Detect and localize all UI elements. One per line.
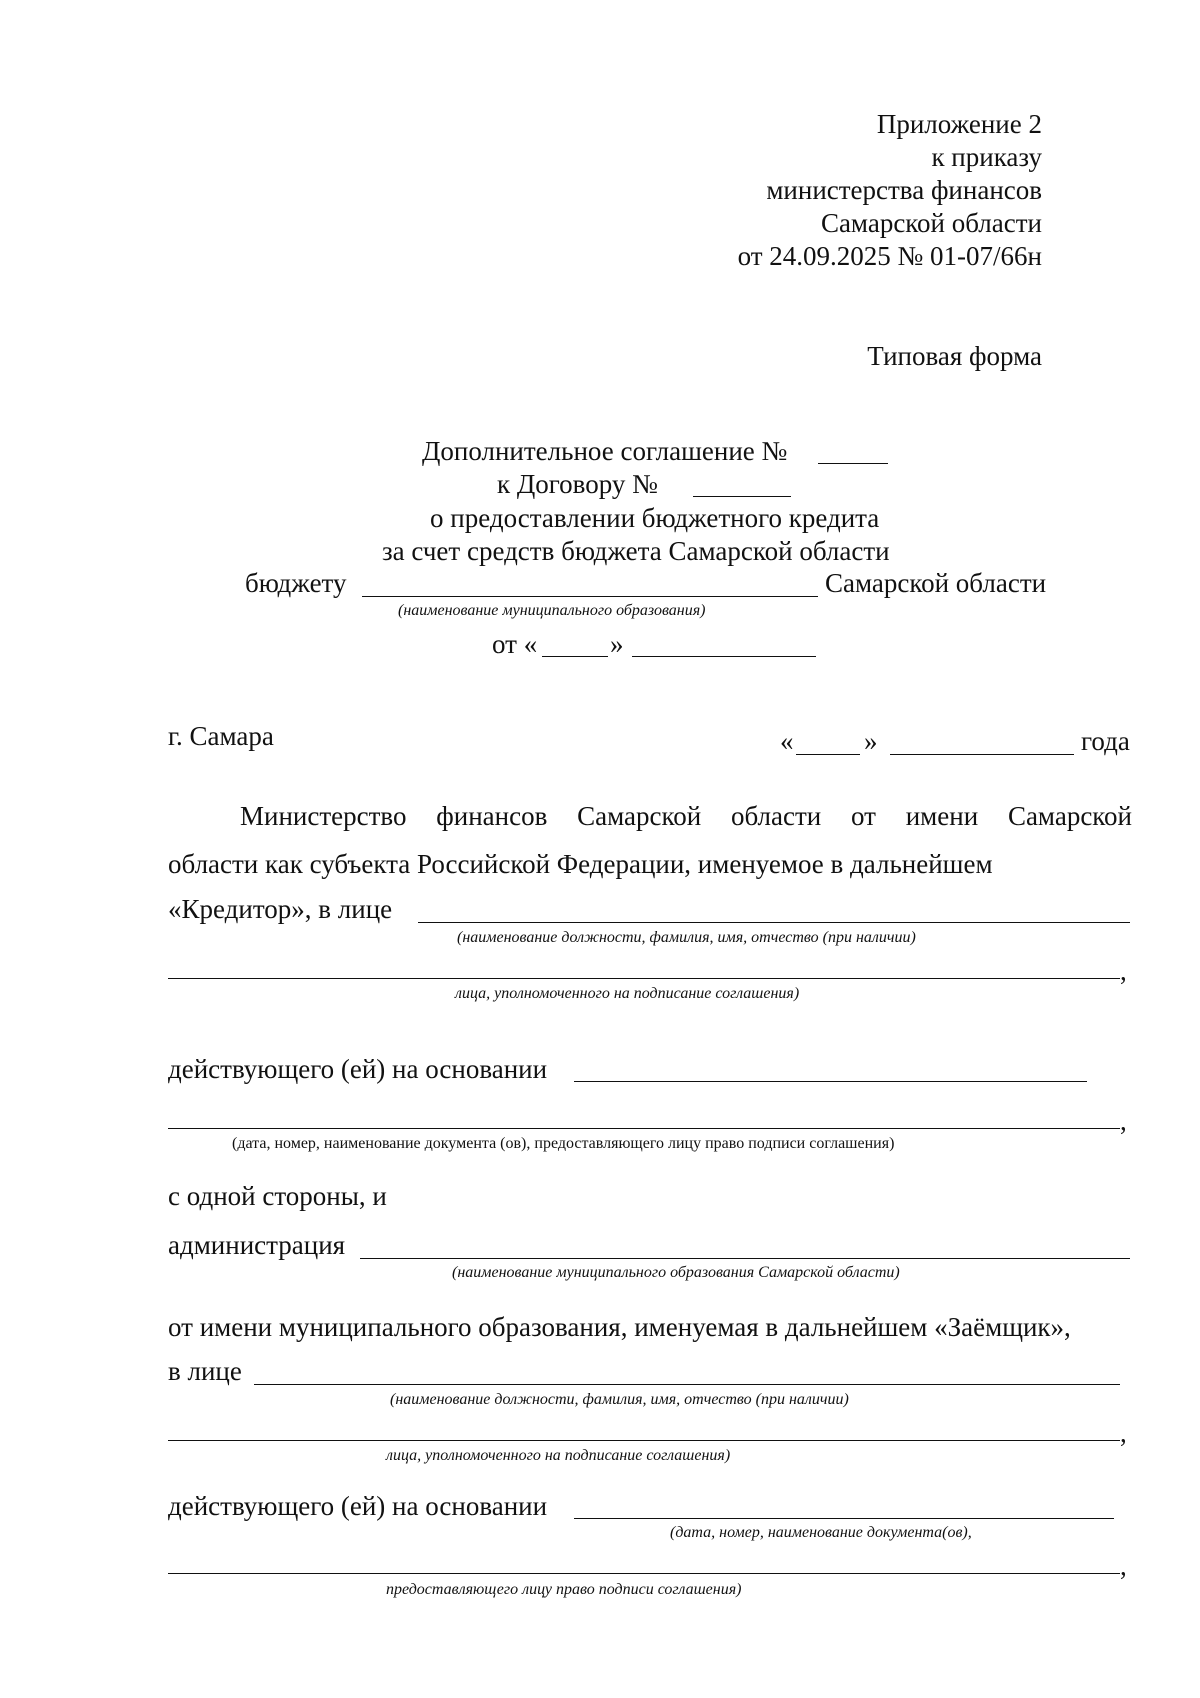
date-day-field[interactable]	[796, 754, 860, 755]
paragraph-1-line-1	[240, 800, 1132, 832]
word: Министерство	[240, 801, 407, 831]
date-year-label: года	[1081, 726, 1130, 756]
creditor-basis-field-2[interactable]	[168, 1128, 1120, 1129]
comma: ,	[1120, 1106, 1127, 1136]
title-line-5-right: Самарской области	[825, 568, 1047, 598]
title-line-5-left: бюджету	[245, 568, 347, 598]
creditor-label: «Кредитор», в лице	[168, 894, 393, 924]
caption-creditor-representative: (наименование должности, фамилия, имя, отчество (при наличии)	[457, 929, 916, 946]
from-label: от «	[492, 629, 538, 659]
borrower-representative-field[interactable]	[254, 1384, 1120, 1385]
header-order-date: от 24.09.2025 № 01-07/66н	[737, 241, 1042, 271]
word: области	[730, 801, 822, 831]
comma: ,	[1120, 1551, 1127, 1581]
word: от	[851, 801, 876, 831]
caption-borrower-authorized: лица, уполномоченного на подписание соглашения)	[386, 1447, 731, 1464]
caption-basis-document-2a: (дата, номер, наименование документа(ов),	[670, 1524, 972, 1541]
word: Самарской	[577, 801, 702, 831]
header-line: Приложение 2	[876, 109, 1042, 139]
contract-number-field[interactable]	[693, 496, 791, 497]
acting-basis-label-2: действующего (ей) на основании	[168, 1491, 548, 1521]
in-person-label: в лице	[168, 1356, 242, 1386]
creditor-representative-field-2[interactable]	[168, 978, 1120, 979]
caption-administration: (наименование муниципального образования Самарской области)	[452, 1264, 900, 1281]
creditor-basis-field[interactable]	[574, 1081, 1087, 1082]
title-line-1: Дополнительное соглашение №	[422, 436, 788, 466]
title-line-4: за счет средств бюджета Самарской области	[382, 536, 890, 566]
title-line-3: о предоставлении бюджетного кредита	[430, 503, 880, 533]
caption-creditor-authorized: лица, уполномоченного на подписание соглашения)	[455, 985, 800, 1002]
from-date-field[interactable]	[632, 656, 816, 657]
caption-municipality: (наименование муниципального образования)	[398, 602, 706, 619]
administration-label: администрация	[168, 1230, 346, 1260]
word: Самарской	[1007, 801, 1132, 831]
caption-basis-document-2b: предоставляющего лицу право подписи соглашения)	[386, 1581, 742, 1598]
caption-borrower-representative: (наименование должности, фамилия, имя, отчество (при наличии)	[390, 1391, 849, 1408]
municipality-name-field[interactable]	[362, 596, 818, 597]
borrower-basis-field[interactable]	[574, 1518, 1114, 1519]
header-line: Самарской области	[820, 208, 1042, 238]
comma: ,	[1120, 1418, 1127, 1448]
word: финансов	[436, 801, 548, 831]
caption-basis-document: (дата, номер, наименование документа (ов), предоставляющего лицу право подписи соглашения)	[232, 1135, 895, 1152]
one-side-text: с одной стороны, и	[168, 1181, 387, 1211]
header-line: к приказу	[931, 142, 1042, 172]
borrower-basis-field-2[interactable]	[168, 1573, 1120, 1574]
administration-name-field[interactable]	[360, 1258, 1130, 1259]
creditor-representative-field[interactable]	[418, 922, 1130, 923]
header-line: министерства финансов	[766, 175, 1042, 205]
word: имени	[905, 801, 979, 831]
agreement-number-field[interactable]	[818, 463, 888, 464]
paragraph-1-line-2: области как субъекта Российской Федерации, именуемое в дальнейшем	[168, 849, 993, 879]
form-type-label: Типовая форма	[867, 341, 1042, 371]
on-behalf-text: от имени муниципального образования, именуемая в дальнейшем «Заёмщик»,	[168, 1312, 1071, 1342]
from-close-quote: »	[610, 629, 624, 659]
comma: ,	[1120, 956, 1127, 986]
place-label: г. Самара	[168, 721, 274, 751]
date-month-field[interactable]	[890, 754, 1074, 755]
title-line-2: к Договору №	[497, 469, 658, 499]
borrower-representative-field-2[interactable]	[168, 1440, 1120, 1441]
acting-basis-label: действующего (ей) на основании	[168, 1054, 548, 1084]
from-day-field[interactable]	[542, 656, 608, 657]
date-close-quote: »	[864, 726, 878, 756]
date-open-quote: «	[780, 726, 794, 756]
